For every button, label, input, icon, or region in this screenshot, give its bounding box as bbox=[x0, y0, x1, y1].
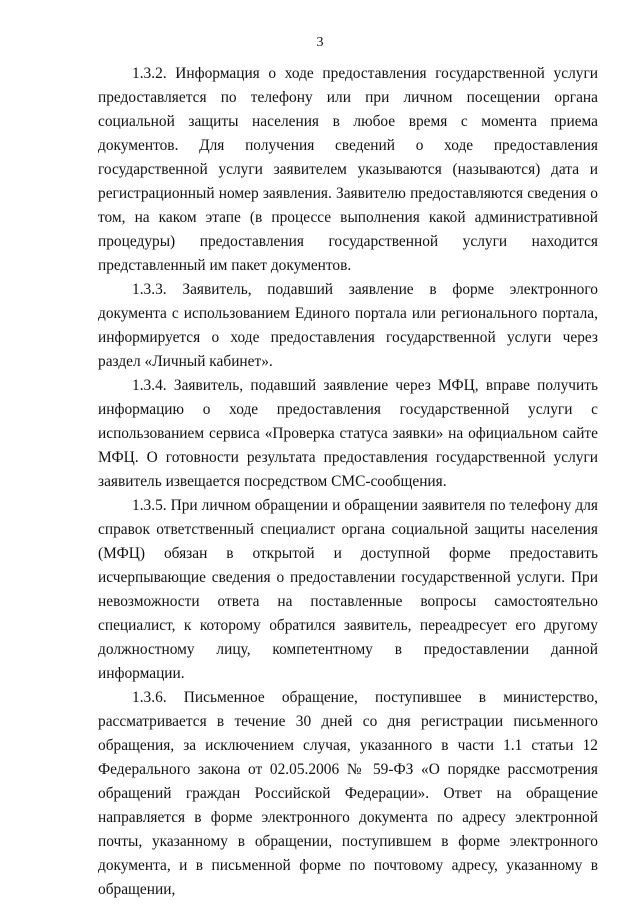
paragraph-1-3-4: 1.3.4. Заявитель, подавший заявление через МФЦ, вправе получить информацию о ходе предоставления государственной услуги с использованием сервиса «Проверка статуса заявки» на официальном сайте МФЦ. О готовности результата предоставления государственной услуги заявитель извещается посредством СМС-сообщения. bbox=[98, 377, 598, 490]
page-number: 3 bbox=[316, 35, 324, 50]
document-body bbox=[98, 62, 598, 902]
paragraph-1-3-5: 1.3.5. При личном обращении и обращении заявителя по телефону для справок ответственный специалист органа социальной защиты населения (МФЦ) обязан в открытой и доступной форме предоставить исчерпывающие сведения о предоставлении государственной услуги. При невозможности ответа на поставленные вопросы самостоятельно специалист, к которому обратился заявитель, переадресует его другому должностному лицу, компетентному в предоставлении данной информации. bbox=[98, 497, 598, 682]
paragraph-1-3-6: 1.3.6. Письменное обращение, поступившее в министерство, рассматривается в течение 30 дней со дня регистрации письменного обращения, за исключением случая, указанного в части 1.1 статьи 12 Федерального закона от 02.05.2006 № 59-ФЗ «О порядке рассмотрения обращений граждан Российской Федерации». Ответ на обращение направляется в форме электронного документа по адресу электронной почты, указанному в обращении, поступившем в форме электронного документа, и в письменной форме по почтовому адресу, указанному в обращении, bbox=[98, 689, 598, 898]
paragraph-1-3-3: 1.3.3. Заявитель, подавший заявление в форме электронного документа с использованием Единого портала или регионального портала, информируется о ходе предоставления государственной услуги через раздел «Личный кабинет». bbox=[98, 281, 598, 370]
paragraph-1-3-2: 1.3.2. Информация о ходе предоставления государственной услуги предоставляется по телефону или при личном посещении органа социальной защиты населения в любое время с момента приема документов. Для получения сведений о ходе предоставления государственной услуги заявителем указываются (называются) дата и регистрационный номер заявления. Заявителю предоставляются сведения о том, на каком этапе (в процессе выполнения какой административной процедуры) предоставления государственной услуги находится представленный им пакет документов. bbox=[98, 65, 598, 274]
